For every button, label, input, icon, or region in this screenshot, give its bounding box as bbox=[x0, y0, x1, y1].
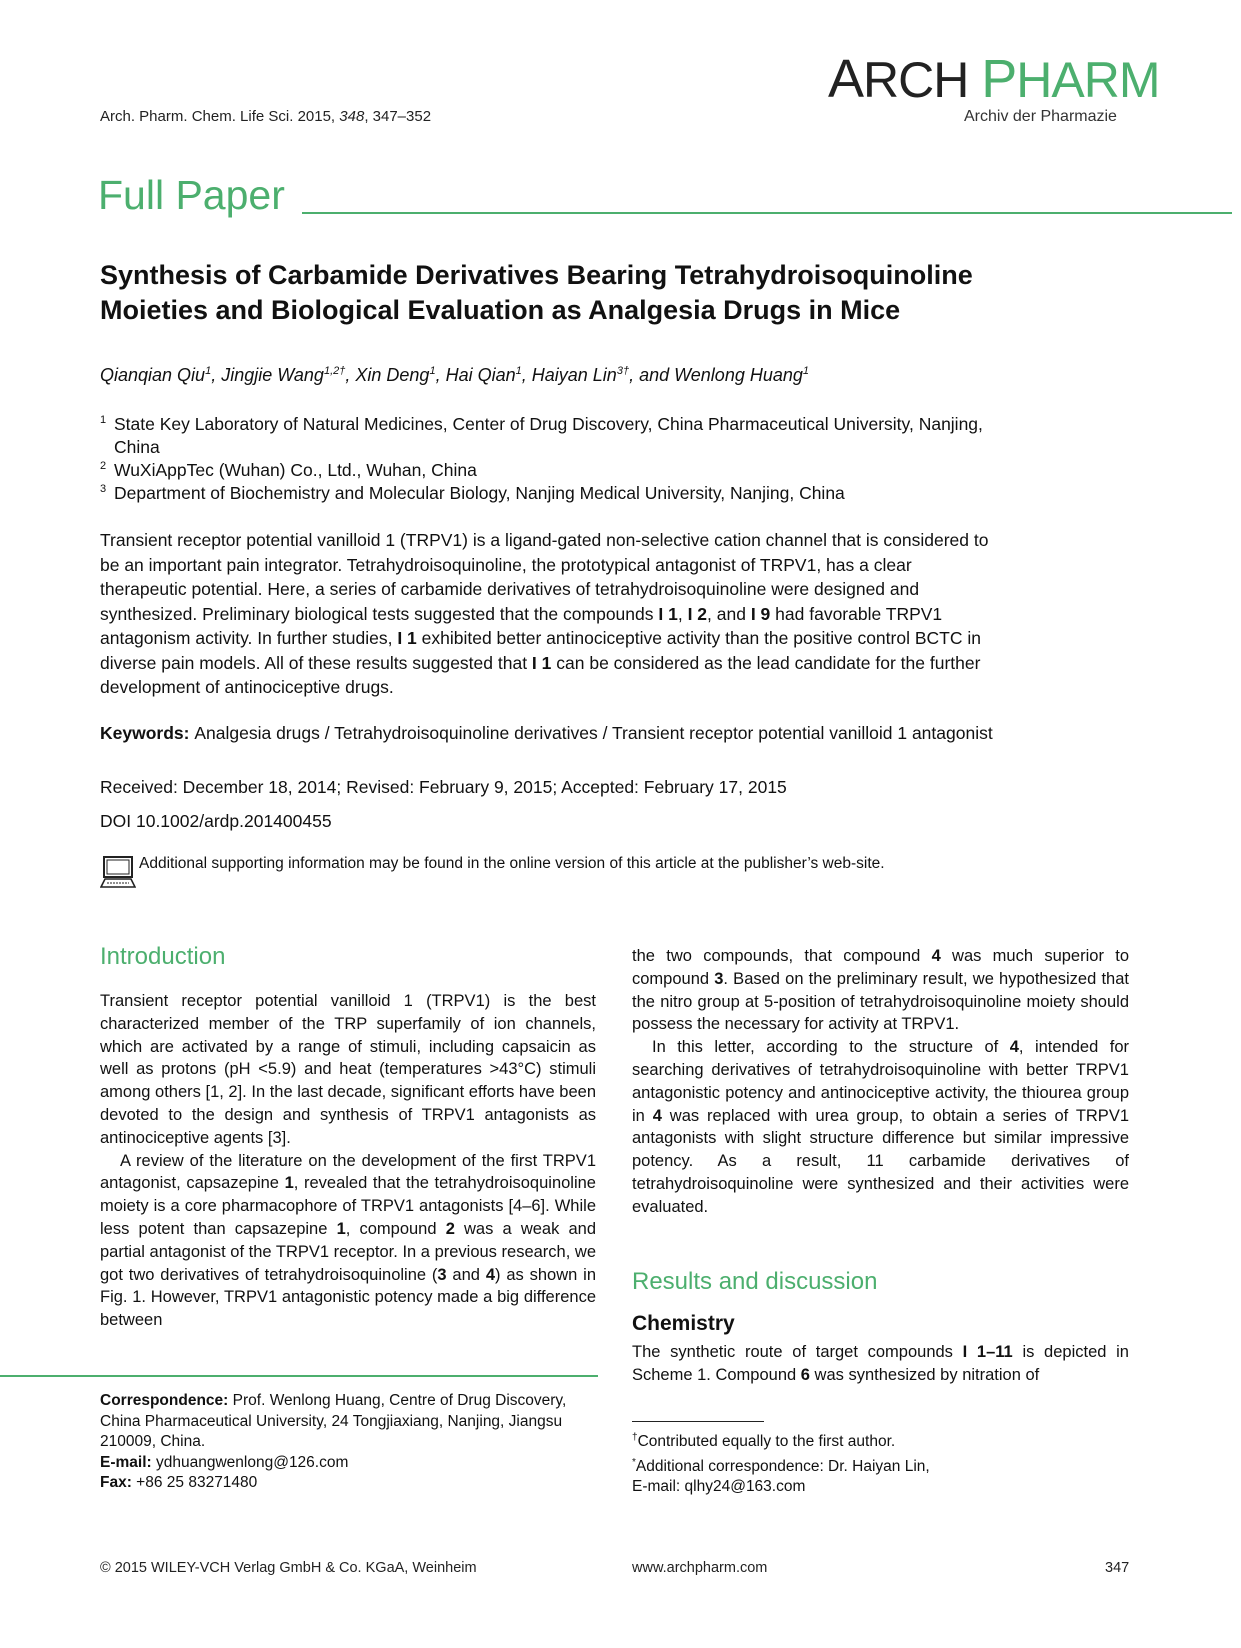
laptop-icon bbox=[100, 856, 136, 890]
correspondence: Correspondence: Prof. Wenlong Huang, Centre of Drug Discovery, China Pharmaceutical University, 24 Tongjiaxiang, Nanjing, Jiangsu 210009, China. E-mail: ydhuangwenlong@126.com Fax: +86 25 83271480 bbox=[100, 1392, 567, 1491]
footnote-rule bbox=[632, 1421, 764, 1422]
supporting-info-note: Additional supporting information may be found in the online version of this article at the publisher’s web-site. bbox=[139, 855, 885, 872]
article-dates: Received: December 18, 2014; Revised: February 9, 2015; Accepted: February 17, 2015 bbox=[100, 777, 787, 797]
journal-logo: ARCH PHARM bbox=[828, 49, 1160, 109]
paragraph: A review of the literature on the development of the first TRPV1 antagonist, capsazepine 1, revealed that the tetrahydroisoquinoline moiety is a core pharmacophore of TRPV1 antagonists [4–6]. While less potent than capsazepine 1, compound 2 was a weak and partial antagonist of the TRPV1 receptor. In a previous research, we got two derivatives of tetrahydroisoquinoline (3 and 4) as shown in Fig. 1. However, TRPV1 antagonistic potency made a big difference between bbox=[100, 1151, 597, 1330]
correspondence-rule bbox=[0, 1375, 598, 1377]
author: Wenlong Huang$^1$ bbox=[674, 365, 810, 385]
paragraph: The synthetic route of target compounds I 1–11 is depicted in Scheme 1. Compound 6 was synthesized by nitration of bbox=[632, 1343, 1129, 1384]
chemistry-body bbox=[632, 1341, 1129, 1387]
author: Haiyan Lin$^{3\dagger}$, and bbox=[531, 365, 675, 385]
author-list bbox=[100, 365, 1100, 386]
affiliation: 1 State Key Laboratory of Natural Medicines, Center of Drug Discovery, China Pharmaceutical University, Nanjing, China bbox=[100, 414, 983, 457]
paragraph: In this letter, according to the structure of 4, intended for searching derivatives of tetrahydroisoquinoline with better TRPV1 antagonistic potency and antinociceptive activity, the thiourea group in 4 was replaced with urea group, to obtain a series of TRPV1 antagonists with slight structure difference but similar impressive potency. As a result, 11 carbamide derivatives of tetrahydroisoquinoline were synthesized and their activities were evaluated. bbox=[632, 1038, 1129, 1216]
paragraph: Transient receptor potential vanilloid 1 (TRPV1) is the best characterized member of the TRP superfamily of ion channels, which are activated by a range of stimuli, including capsaicin as well as protons (pH <5.9) and heat (temperatures >43°C) stimuli among others [1, 2]. In the last decade, significant efforts have been devoted to the design and synthesis of TRPV1 antagonists as antinociceptive agents [3]. bbox=[100, 992, 596, 1147]
journal-reference: Arch. Pharm. Chem. Life Sci. 2015, 348, 347–352 bbox=[100, 108, 432, 125]
footnotes bbox=[632, 1428, 1132, 1498]
email-link[interactable]: ydhuangwenlong@126.com bbox=[151, 1453, 349, 1471]
abstract: Transient receptor potential vanilloid 1 (TRPV1) is a ligand-gated non-selective cation channel that is considered to be an important pain integrator. Tetrahydroisoquinoline, the prototypical antagonist of TRPV1, has a clear therapeutic potential. Here, a series of carbamide derivatives of tetrahydroisoquinoline were designed and synthesized. Preliminary biological tests suggested that the compounds I 1, I 2, and I 9 had favorable TRPV1 antagonism activity. In further studies, I 1 exhibited better antinociceptive activity than the positive control BCTC in diverse pain models. All of these results suggested that I 1 can be considered as the lead candidate for the further development of antinociceptive drugs. bbox=[100, 530, 989, 697]
section-rule bbox=[302, 212, 1232, 214]
paragraph: the two compounds, that compound 4 was much superior to compound 3. Based on the preliminary result, we hypothesized that the nitro group at 5-position of tetrahydroisoquinoline moiety should possess the necessary for activity at TRPV1. bbox=[632, 947, 1129, 1034]
affiliations bbox=[100, 413, 1020, 505]
article-title: Synthesis of Carbamide Derivatives Bearing Tetrahydroisoquinoline Moieties and Biological Evaluation as Analgesia Drugs in Mice bbox=[100, 260, 973, 325]
affiliation: 2 WuXiAppTec (Wuhan) Co., Ltd., Wuhan, China bbox=[100, 460, 477, 480]
intro-heading: Introduction bbox=[100, 943, 226, 970]
author: Qianqian Qiu$^1$, bbox=[100, 365, 222, 385]
section-label: Full Paper bbox=[98, 172, 285, 218]
footnote: E-mail: qlhy24@163.com bbox=[632, 1478, 806, 1496]
intro-continued bbox=[632, 945, 1129, 1219]
keywords: Keywords: Analgesia drugs / Tetrahydroisoquinoline derivatives / Transient receptor potential vanilloid 1 antagonist bbox=[100, 723, 993, 743]
copyright: © 2015 WILEY-VCH Verlag GmbH & Co. KGaA, Weinheim bbox=[100, 1560, 477, 1576]
author: Hai Qian$^1$, bbox=[445, 365, 532, 385]
results-heading: Results and discussion bbox=[632, 1268, 878, 1295]
intro-body bbox=[100, 990, 596, 1332]
footnote: †Contributed equally to the first author. bbox=[632, 1432, 896, 1451]
author: Xin Deng$^1$, bbox=[355, 365, 446, 385]
journal-subtitle: Archiv der Pharmazie bbox=[964, 108, 1117, 125]
website-link[interactable]: www.archpharm.com bbox=[632, 1560, 768, 1576]
footnote: *Additional correspondence: Dr. Haiyan Lin, bbox=[632, 1456, 930, 1475]
author: Jingjie Wang$^{1,2\dagger}$, bbox=[221, 365, 356, 385]
chemistry-heading: Chemistry bbox=[632, 1312, 735, 1335]
doi: DOI 10.1002/ardp.201400455 bbox=[100, 811, 332, 831]
affiliation: 3 Department of Biochemistry and Molecular Biology, Nanjing Medical University, Nanjing, China bbox=[100, 483, 845, 503]
page-number: 347 bbox=[1105, 1560, 1130, 1576]
